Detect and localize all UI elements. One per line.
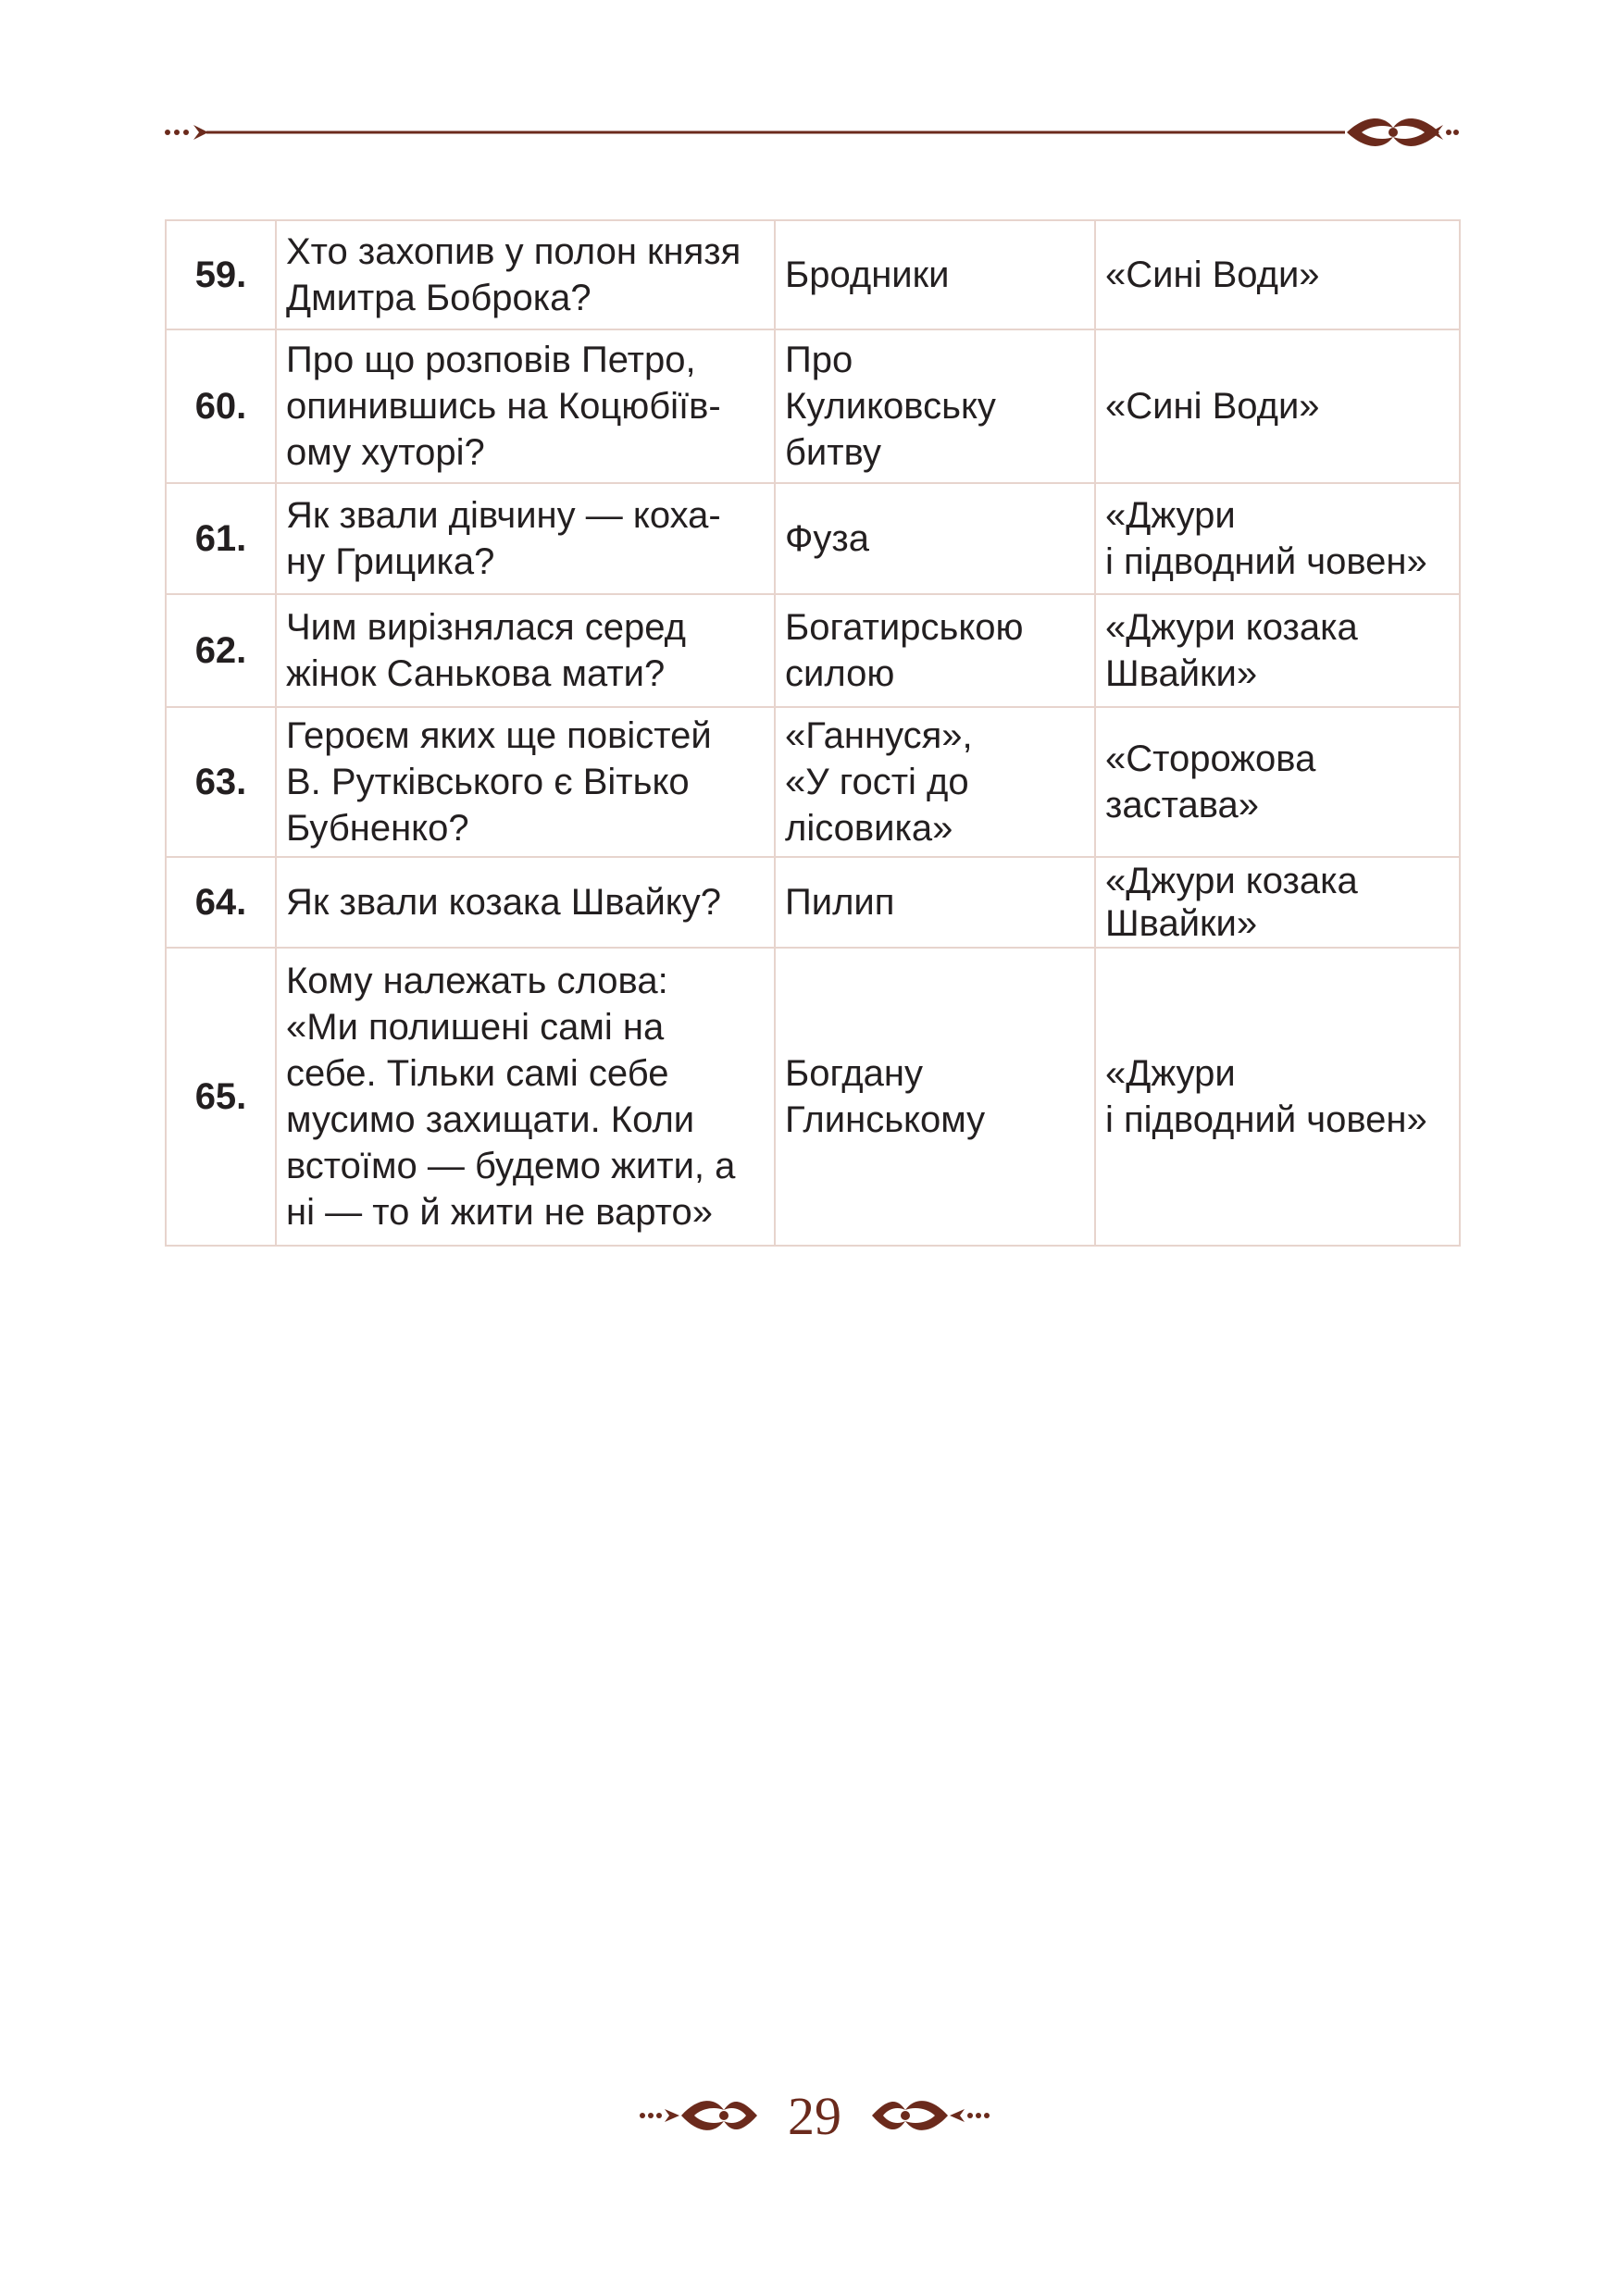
question-number: 62. — [166, 594, 276, 707]
question-number: 59. — [166, 220, 276, 329]
question-number: 65. — [166, 948, 276, 1246]
answer-text: «Ганнуся», — [785, 715, 973, 756]
question-text: ні — то й жити не варто» — [286, 1192, 713, 1233]
table-row — [166, 329, 1460, 483]
source-text: «Джури — [1105, 1053, 1236, 1094]
question-text: Як звали козака Швайку? — [286, 882, 721, 923]
question-number: 61. — [166, 483, 276, 594]
source-cell — [1095, 483, 1460, 594]
table-row — [166, 707, 1460, 857]
question-text: Чим вирізнялася серед — [286, 607, 686, 648]
answer-text: Богатирською — [785, 607, 1024, 648]
answer-cell — [775, 329, 1095, 483]
question-cell — [276, 948, 775, 1246]
question-text: себе. Тільки самі себе — [286, 1053, 669, 1094]
question-cell — [276, 220, 775, 329]
answer-cell — [775, 857, 1095, 948]
source-cell — [1095, 594, 1460, 707]
source-text: Швайки» — [1105, 903, 1258, 944]
question-text: жінок Санькова мати? — [286, 653, 666, 694]
table-row — [166, 220, 1460, 329]
decorative-flourish-icon — [870, 2086, 990, 2145]
answer-text: Богдану — [785, 1053, 923, 1094]
answer-cell — [775, 594, 1095, 707]
question-cell — [276, 483, 775, 594]
question-number: 64. — [166, 857, 276, 948]
question-text: ому хуторі? — [286, 432, 485, 473]
source-text: «Сині Води» — [1105, 254, 1320, 295]
source-text: застава» — [1105, 785, 1259, 825]
answer-text: Фуза — [785, 518, 869, 559]
source-cell — [1095, 948, 1460, 1246]
question-text: Дмитра Боброка? — [286, 278, 592, 318]
question-text: «Ми полишені самі на — [286, 1007, 665, 1048]
question-number: 60. — [166, 329, 276, 483]
question-number: 63. — [166, 707, 276, 857]
source-cell — [1095, 329, 1460, 483]
source-text: «Джури козака — [1105, 861, 1358, 901]
question-text: Героєм яких ще повістей — [286, 715, 712, 756]
question-text: Як звали дівчину — коха- — [286, 495, 721, 536]
answer-text: Глинському — [785, 1099, 986, 1140]
header-ornament — [162, 109, 1463, 155]
page-footer — [639, 2077, 990, 2154]
question-cell — [276, 594, 775, 707]
answer-text: Про — [785, 340, 853, 380]
answer-text: силою — [785, 653, 895, 694]
source-text: і підводний човен» — [1105, 1099, 1427, 1140]
answer-text: Бродники — [785, 254, 950, 295]
source-cell — [1095, 707, 1460, 857]
source-text: «Сторожова — [1105, 738, 1316, 779]
question-cell — [276, 857, 775, 948]
page-number: 29 — [788, 2086, 841, 2146]
answer-cell — [775, 220, 1095, 329]
answer-text: битву — [785, 432, 881, 473]
source-text: і підводний човен» — [1105, 541, 1427, 582]
question-text: ну Грицика? — [286, 541, 495, 582]
source-cell — [1095, 220, 1460, 329]
question-text: Бубненко? — [286, 808, 469, 849]
source-text: «Сині Води» — [1105, 386, 1320, 427]
source-cell — [1095, 857, 1460, 948]
table-row — [166, 594, 1460, 707]
answer-cell — [775, 483, 1095, 594]
source-text: «Джури — [1105, 495, 1236, 536]
question-cell — [276, 329, 775, 483]
question-text: мусимо захищати. Коли — [286, 1099, 695, 1140]
question-text: опинившись на Коцюбіїв- — [286, 386, 721, 427]
question-text: встоїмо — будемо жити, а — [286, 1146, 736, 1186]
table-row — [166, 483, 1460, 594]
question-text: Кому належать слова: — [286, 961, 668, 1001]
table-row — [166, 857, 1460, 948]
answer-text: лісовика» — [785, 808, 953, 849]
question-cell — [276, 707, 775, 857]
table-row — [166, 948, 1460, 1246]
decorative-flourish-icon — [162, 109, 1463, 155]
question-text: Про що розповів Петро, — [286, 340, 696, 380]
answer-text: «У гості до — [785, 762, 969, 802]
question-text: В. Рутківського є Вітько — [286, 762, 690, 802]
answer-cell — [775, 707, 1095, 857]
question-text: Хто захопив у полон князя — [286, 231, 741, 272]
answer-text: Куликовську — [785, 386, 996, 427]
answer-text: Пилип — [785, 882, 895, 923]
answer-cell — [775, 948, 1095, 1246]
source-text: «Джури козака — [1105, 607, 1358, 648]
source-text: Швайки» — [1105, 653, 1258, 694]
questions-table — [165, 219, 1461, 1247]
